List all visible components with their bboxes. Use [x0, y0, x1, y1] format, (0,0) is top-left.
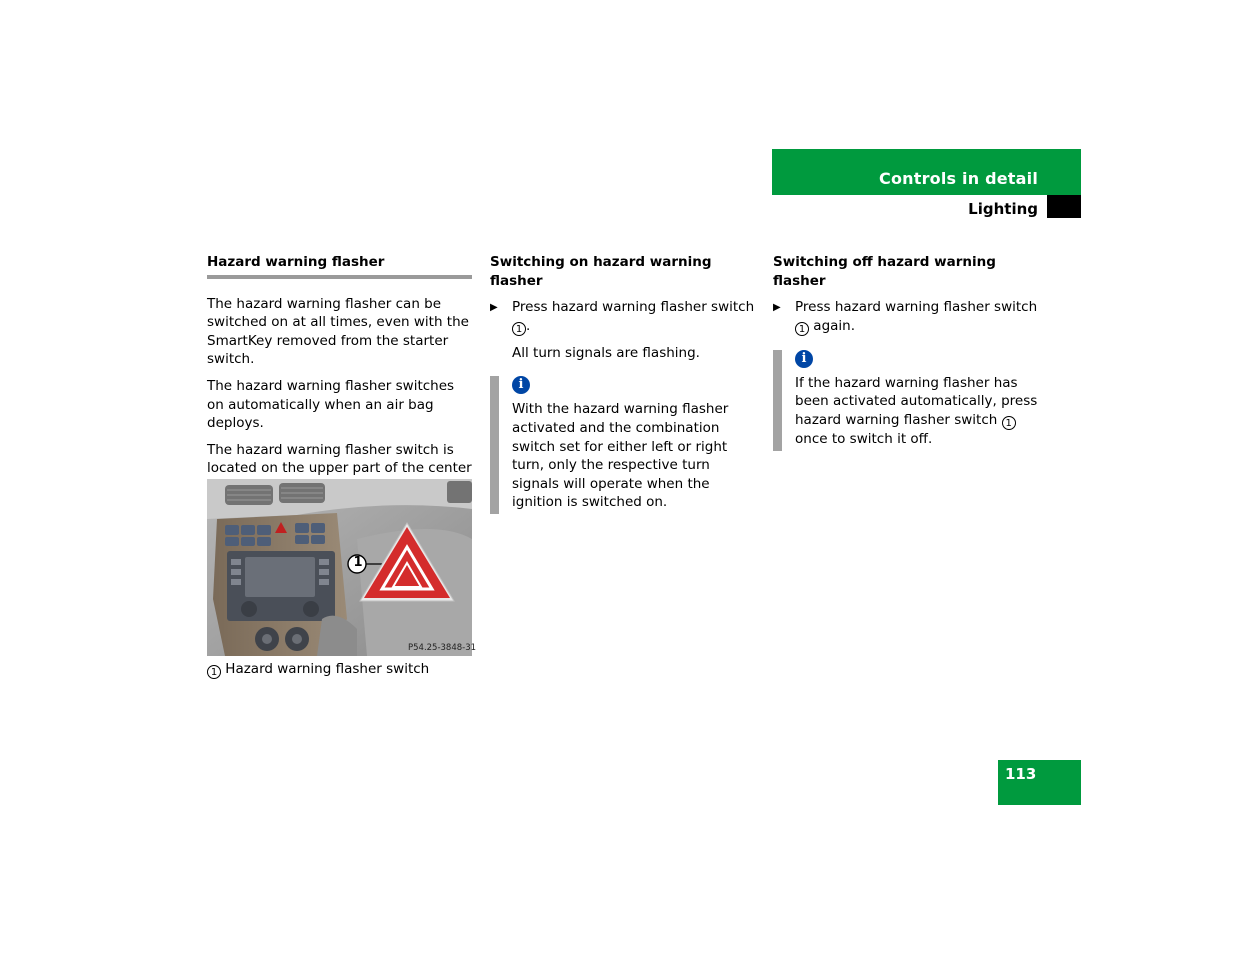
- step-callout-number: 1: [512, 322, 526, 336]
- step-press-switch-off: ▶ Press hazard warning flasher switch 1 again.: [773, 299, 1038, 335]
- step-result: All turn signals are flashing.: [512, 344, 700, 361]
- caption-callout-number: 1: [207, 665, 221, 679]
- heading-switching-on: Switching on hazard warning flasher: [490, 254, 712, 289]
- subsection-marker: [1047, 195, 1081, 218]
- paragraph-location: The hazard warning flasher switch is located on the upper part of the center: [207, 441, 472, 477]
- center-console-photo: [207, 479, 472, 656]
- heading-rule: [207, 253, 472, 279]
- step-press-switch-on: ▶ Press hazard warning flasher switch 1 .: [490, 299, 755, 335]
- bullet-arrow-icon: ▶: [490, 302, 498, 314]
- column-intro: [207, 253, 472, 505]
- info-text: With the hazard warning flasher activated and the combination switch set for either left or right turn, only the respective turn signals will operate when the ignition is switched on.: [512, 401, 729, 511]
- info-note-combination-switch: [490, 376, 755, 514]
- bullet-arrow-icon: ▶: [773, 302, 781, 314]
- figure-callout-number: 1: [353, 555, 363, 570]
- figure-code: P54.25-3848-31: [408, 643, 477, 653]
- page-number-box: [998, 760, 1081, 805]
- info-bar: [773, 350, 782, 451]
- info-bar: [490, 376, 499, 514]
- paragraph-availability: The hazard warning flasher can be switched on at all times, even with the SmartKey removed from the starter switch.: [207, 295, 469, 368]
- heading-switching-off: Switching off hazard warning flasher: [773, 254, 996, 289]
- section-title: Controls in detail: [879, 169, 1038, 188]
- info-note-automatic-activation: [773, 350, 1038, 451]
- info-icon: i: [795, 350, 813, 368]
- column-switching-off: [773, 253, 1038, 451]
- subsection-title: Lighting: [968, 200, 1038, 218]
- figure-caption: [207, 661, 429, 679]
- info-text: If the hazard warning flasher has been activated automatically, press hazard warning flasher switch 1 once to switch it off.: [795, 374, 1038, 447]
- page-number: 113: [1005, 765, 1037, 783]
- column-switching-on: [490, 253, 755, 514]
- paragraph-airbag: The hazard warning flasher switches on automatically when an air bag deploys.: [207, 377, 455, 432]
- caption-text: Hazard warning flasher switch: [225, 661, 430, 677]
- info-callout-number: 1: [1002, 416, 1016, 430]
- header-subsection-band: [772, 195, 1081, 218]
- heading-hazard-warning-flasher: Hazard warning flasher: [207, 254, 385, 270]
- header-section-band: [772, 149, 1081, 195]
- info-icon: i: [512, 376, 530, 394]
- step-callout-number: 1: [795, 322, 809, 336]
